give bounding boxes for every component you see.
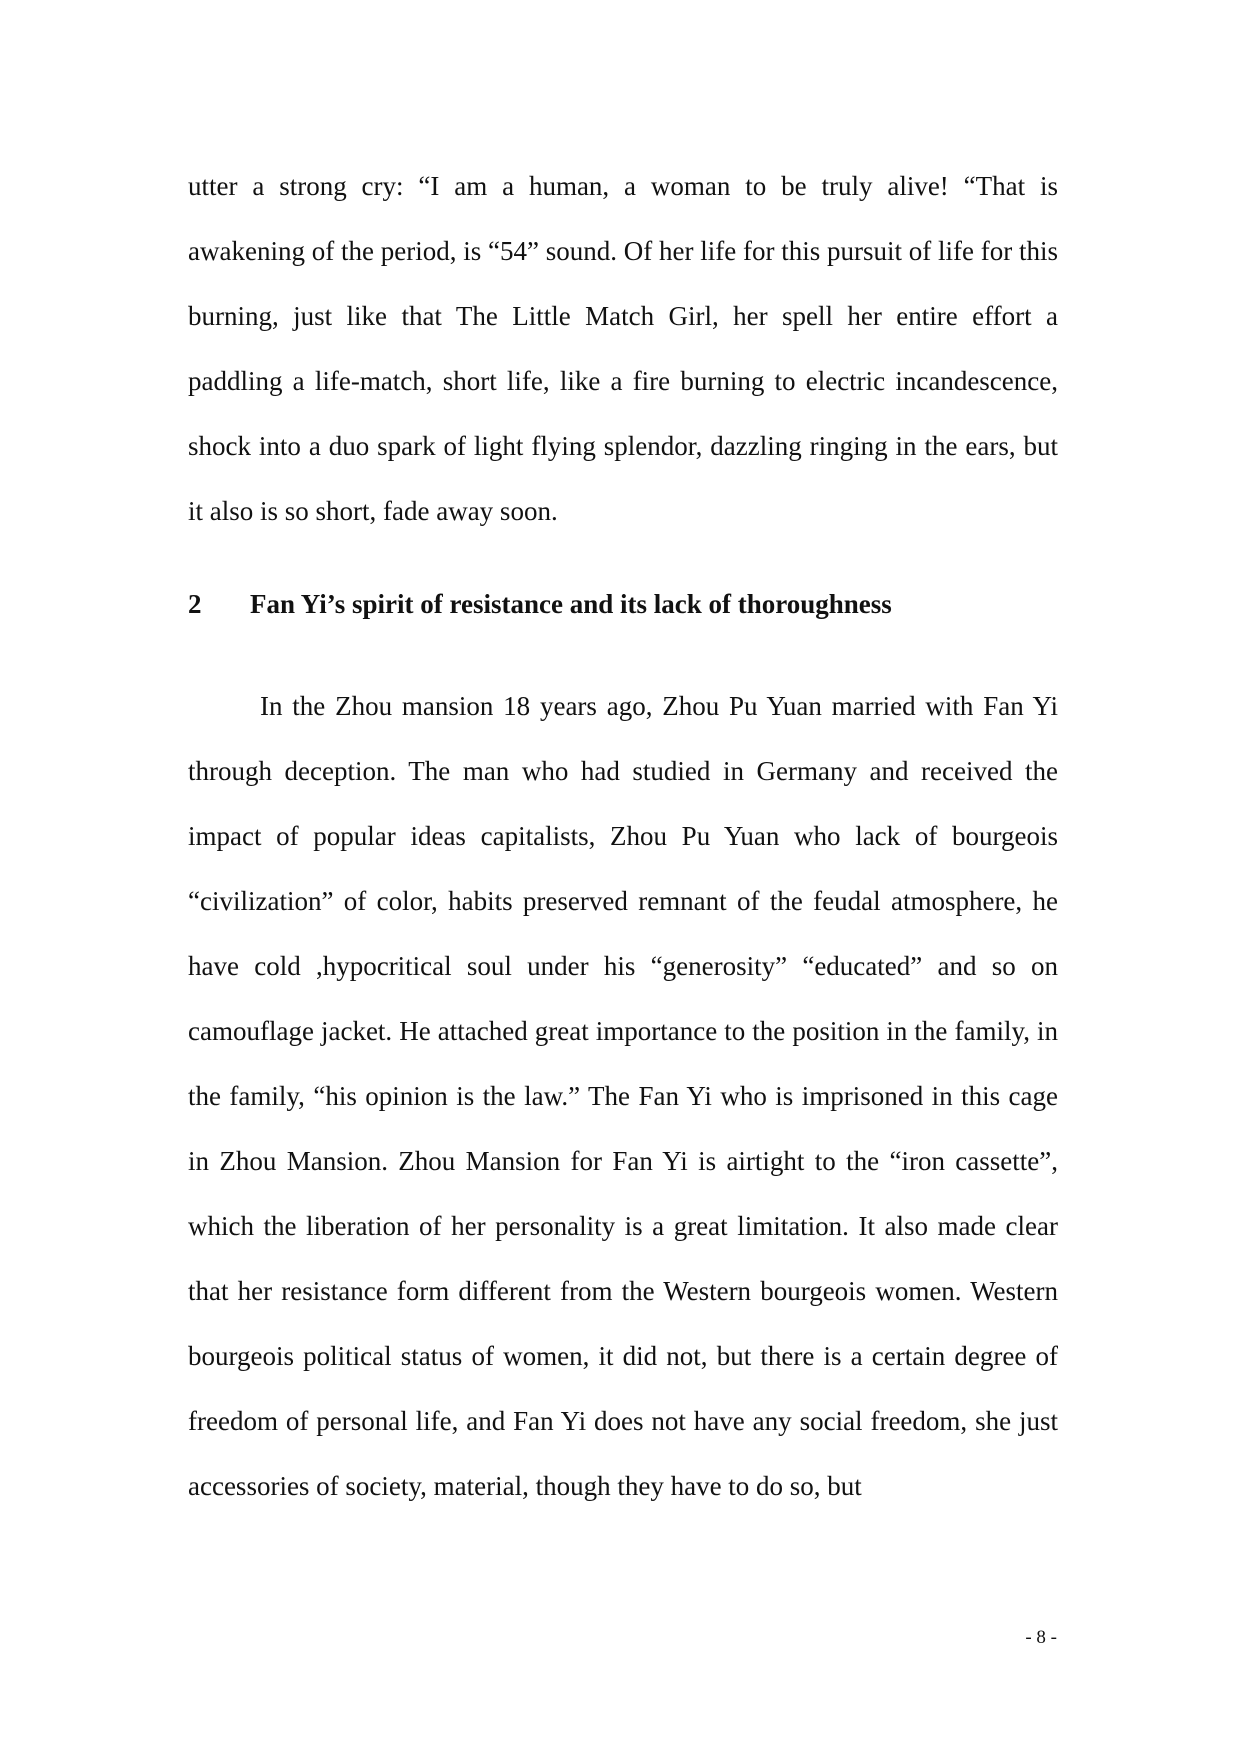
section-number: 2 <box>188 589 202 619</box>
body-paragraph: In the Zhou mansion 18 years ago, Zhou Pu Yuan married with Fan Yi through deception. The man who had studied in Germany and received the impact of popular ideas capitalists, Zhou Pu Yuan who lack of bourgeois “civilization” of color, habits preserved remnant of the feudal atmosphere, he have cold ,hypocritical soul under his “generosity” “educated” and so on camouflage jacket. He attached great importance to the position in the family, in the family, “his opinion is the law.” The Fan Yi who is imprisoned in this cage in Zhou Mansion. Zhou Mansion for Fan Yi is airtight to the “iron cassette”, which the liberation of her personality is a great limitation. It also made clear that her resistance form different from the Western bourgeois women. Western bourgeois political status of women, it did not, but there is a certain degree of freedom of personal life, and Fan Yi does not have any social freedom, she just accessories of society, material, though they have to do so, but <box>188 691 1058 1501</box>
section-heading <box>188 584 1058 624</box>
body-paragraph: utter a strong cry: “I am a human, a woman to be truly alive! “That is awakening of the period, is “54” sound. Of her life for this pursuit of life for this burning, just like that The Little Match Girl, her spell her entire effort a paddling a life-match, short life, like a fire burning to electric incandescence, shock into a duo spark of light flying splendor, dazzling ringing in the ears, but it also is so short, fade away soon. <box>188 171 1058 526</box>
paragraph-block-1 <box>188 154 1058 544</box>
section-title: Fan Yi’s spirit of resistance and its lack of thoroughness <box>250 589 892 619</box>
page-number: - 8 - <box>1025 1627 1057 1648</box>
paragraph-block-2 <box>188 674 1058 1519</box>
